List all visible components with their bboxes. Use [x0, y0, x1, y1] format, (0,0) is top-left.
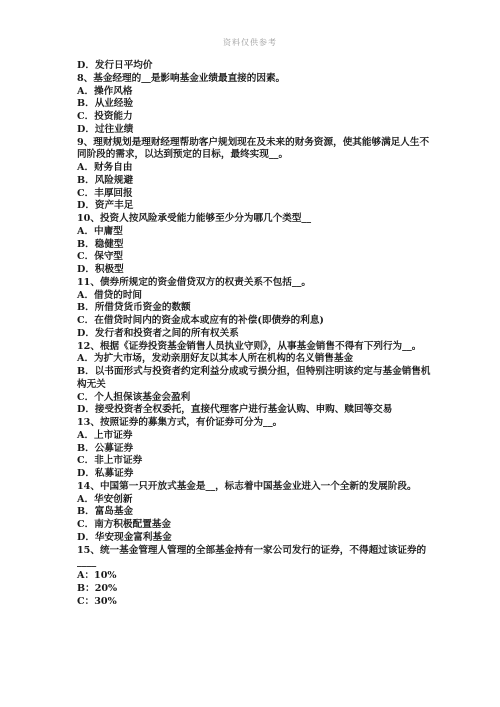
- option-line: B．所借贷货币资金的数额: [77, 302, 191, 314]
- option-line: A．上市证券: [77, 429, 133, 441]
- option-line: A：10%: [77, 570, 117, 581]
- option-line: B．富岛基金: [77, 506, 134, 518]
- question-line: 10、投资人按风险承受能力能够至少分为哪几个类型__: [77, 213, 312, 224]
- option-line: B．以书面形式与投资者约定利益分成或亏损分担，但特别注明该约定与基金销售机构无关: [77, 366, 431, 390]
- option-line: B：20%: [77, 582, 118, 594]
- option-line: D．积极型: [77, 264, 124, 275]
- option-line: B．风险规避: [77, 174, 134, 186]
- option-line: C：30%: [77, 595, 117, 607]
- page-header-note: 资料仅供参考: [223, 38, 277, 47]
- option-line: B．公募证券: [77, 442, 134, 454]
- option-line: D．私募证券: [77, 468, 134, 479]
- option-line: A．华安创新: [77, 493, 133, 505]
- option-line: B．从业经验: [77, 98, 134, 110]
- question-line: 13、按照证券的募集方式，有价证券可分为__。: [77, 417, 283, 428]
- option-line: D．接受投资者全权委托，直接代理客户进行基金认购、申购、赎回等交易: [77, 404, 393, 416]
- option-line: A．借贷的时间: [77, 289, 143, 301]
- option-line: A．为扩大市场，发动亲朋好友以其本人所在机构的名义销售基金: [77, 353, 354, 365]
- option-line: D．过往业绩: [77, 123, 134, 135]
- question-line: 8、基金经理的__是影响基金业绩最直接的因素。: [77, 72, 286, 84]
- option-line: C．在借贷时间内的资金成本或应有的补偿(即债券的利息): [77, 315, 324, 326]
- option-line: D．发行日平均价: [77, 60, 153, 71]
- option-line: A．财务自由: [77, 162, 133, 173]
- question-line: 9、理财规划是理财经理帮助客户规划现在及未来的财务资源，使其能够满足人生不同阶段的需求，以达到预定的目标，最终实现__。: [77, 136, 430, 161]
- option-line: A．中庸型: [77, 225, 123, 237]
- option-line: D．发行者和投资者之间的所有权关系: [77, 327, 239, 339]
- option-line: C．个人担保该基金会盈利: [77, 391, 191, 403]
- option-line: D．资产丰足: [77, 200, 134, 212]
- question-line: 11、债券所规定的资金借贷双方的权责关系不包括__。: [77, 276, 312, 288]
- option-line: A．操作风格: [77, 85, 133, 97]
- option-line: C．丰厚回报: [77, 187, 133, 199]
- exam-content: [77, 60, 433, 608]
- question-line: 14、中国第一只开放式基金是__，标志着中国基金业进入一个全新的发展阶段。: [77, 480, 417, 492]
- option-line: D．华安现金富利基金: [77, 531, 172, 543]
- option-line: C．非上市证券: [77, 455, 143, 467]
- question-line: 12、根据《证券投资基金销售人员执业守则》，从事基金销售不得有下列行为__。: [77, 340, 422, 352]
- option-line: C．保守型: [77, 251, 124, 263]
- option-line: B．稳健型: [77, 238, 124, 250]
- option-line: C．投资能力: [77, 111, 133, 122]
- question-line: 15、统一基金管理人管理的全部基金持有一家公司发行的证券，不得超过该证券的____: [77, 544, 427, 569]
- option-line: C．南方积极配置基金: [77, 519, 171, 530]
